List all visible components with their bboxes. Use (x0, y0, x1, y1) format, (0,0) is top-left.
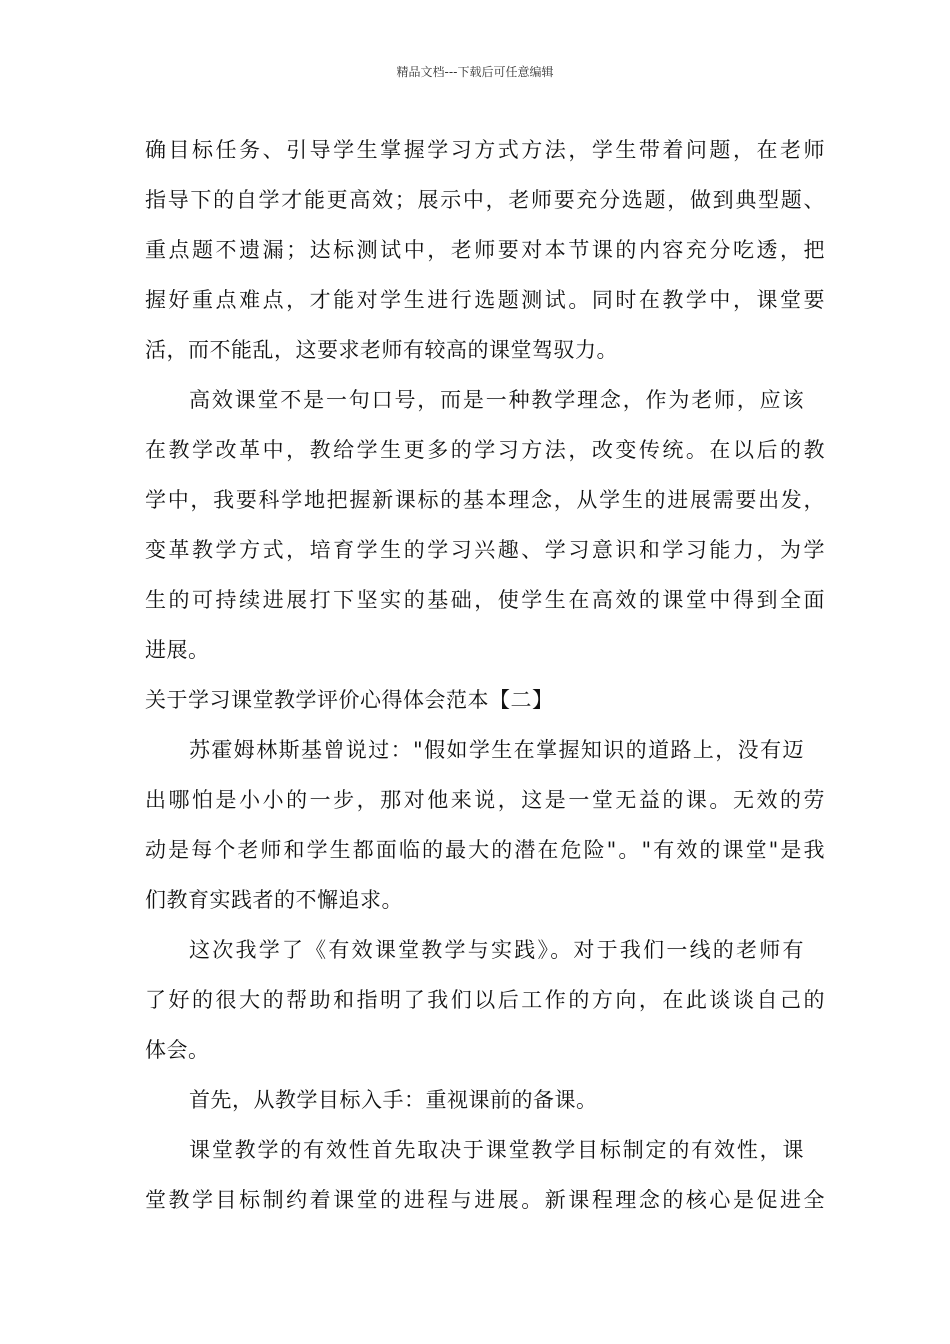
text-line: 变革教学方式，培育学生的学习兴趣、学习意识和学习能力，为学 (145, 538, 825, 562)
text-line: 确目标任务、引导学生掌握学习方式方法，学生带着问题，在老师 (145, 138, 825, 162)
text-line: 生的可持续进展打下坚实的基础，使学生在高效的课堂中得到全面 (145, 588, 825, 612)
text-line: 堂教学目标制约着课堂的进程与进展。新课程理念的核心是促进全 (145, 1188, 825, 1212)
paragraph-first-line: 这次我学了《有效课堂教学与实践》。对于我们一线的老师有 (189, 938, 804, 962)
paragraph-first-line: 首先，从教学目标入手：重视课前的备课。 (189, 1088, 598, 1112)
text-line: 重点题不遗漏；达标测试中，老师要对本节课的内容充分吃透，把 (145, 238, 825, 262)
text-line: 学中，我要科学地把握新课标的基本理念，从学生的进展需要出发， (145, 488, 825, 512)
text-line: 在教学改革中，教给学生更多的学习方法，改变传统。在以后的教 (145, 438, 825, 462)
text-line: 进展。 (145, 638, 210, 662)
page-header: 精品文档---下载后可任意编辑 (396, 65, 554, 79)
text-line: 指导下的自学才能更高效；展示中，老师要充分选题，做到典型题、 (145, 188, 825, 212)
text-line: 体会。 (145, 1038, 210, 1062)
text-line: 动是每个老师和学生都面临的最大的潜在危险"。"有效的课堂"是我 (145, 838, 825, 862)
paragraph-first-line: 课堂教学的有效性首先取决于课堂教学目标制定的有效性，课 (189, 1138, 804, 1162)
section-heading: 关于学习课堂教学评价心得体会范本【二】 (145, 688, 554, 712)
paragraph-first-line: 苏霍姆林斯基曾说过："假如学生在掌握知识的道路上，没有迈 (189, 738, 804, 762)
text-line: 了好的很大的帮助和指明了我们以后工作的方向，在此谈谈自己的 (145, 988, 825, 1012)
text-line: 活，而不能乱，这要求老师有较高的课堂驾驭力。 (145, 338, 618, 362)
paragraph-first-line: 高效课堂不是一句口号，而是一种教学理念，作为老师，应该 (189, 388, 804, 412)
text-line: 出哪怕是小小的一步，那对他来说，这是一堂无益的课。无效的劳 (145, 788, 825, 812)
text-line: 握好重点难点，才能对学生进行选题测试。同时在教学中，课堂要 (145, 288, 825, 312)
text-line: 们教育实践者的不懈追求。 (145, 888, 403, 912)
